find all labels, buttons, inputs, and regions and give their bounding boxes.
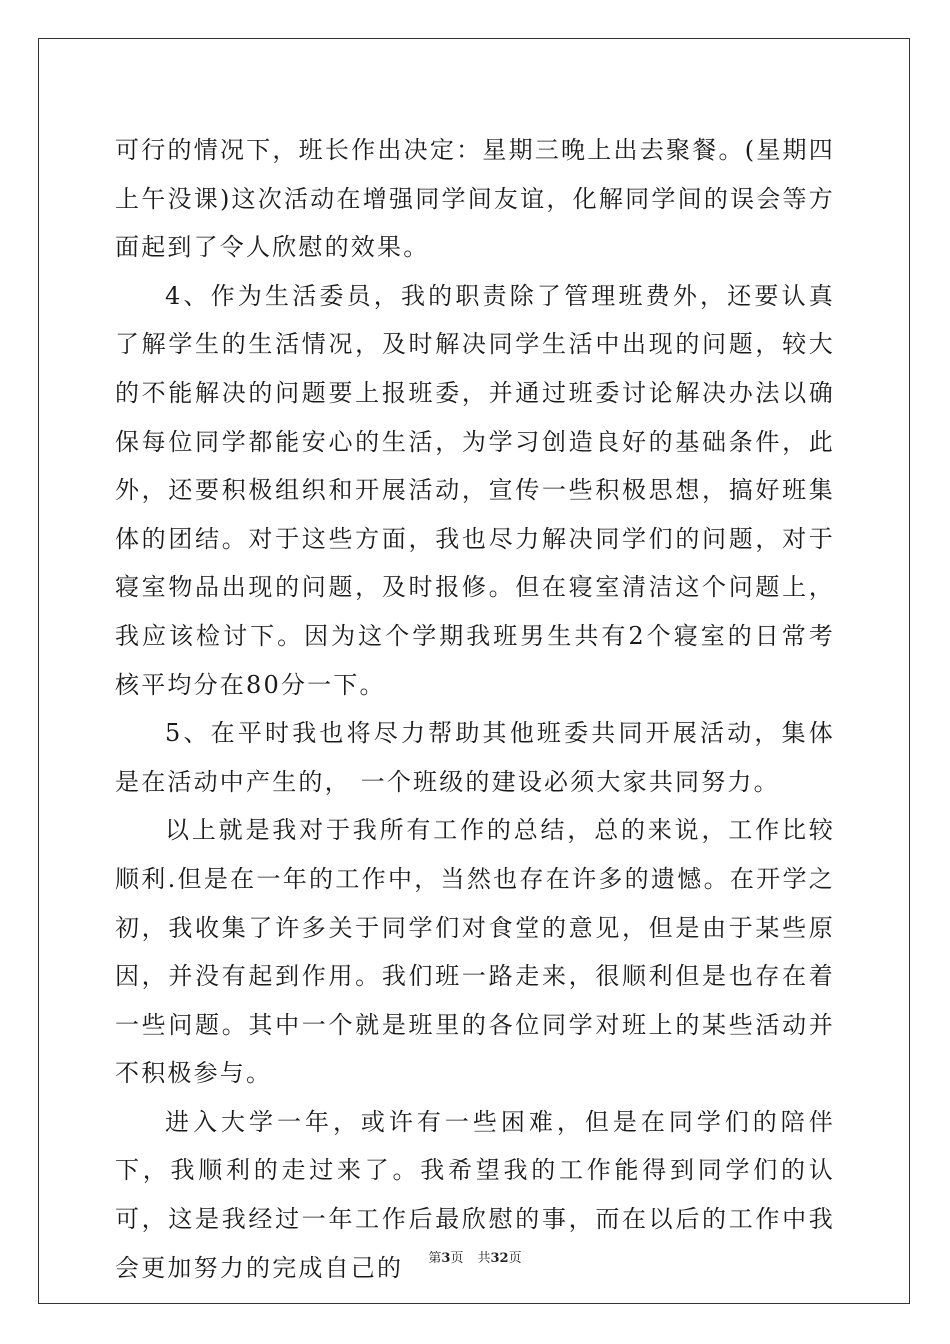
total-suffix: 页	[508, 1251, 522, 1266]
paragraph-4: 以上就是我对于我所有工作的总结，总的来说，工作比较顺利.但是在一年的工作中，当然也存在许多的遗憾。在开学之初，我收集了许多关于同学们对食堂的意见，但是由于某些原因，并没有起到作用。我们班一路走来，很顺利但是也存在着一些问题。其中一个就是班里的各位同学对班上的某些活动并不积极参与。	[115, 816, 835, 1088]
page-footer	[0, 1247, 950, 1266]
page-number: 3	[441, 1251, 451, 1266]
paragraph-5: 进入大学一年，或许有一些困难，但是在同学们的陪伴下，我顺利的走过来了。我希望我的工作能得到同学们的认可，这是我经过一年工作后最欣慰的事，而在以后的工作中我会更加努力的完成自己的	[115, 1107, 835, 1282]
paragraph-3: 5、在平时我也将尽力帮助其他班委共同开展活动，集体是在活动中产生的， 一个班级的建设必须大家共同努力。	[115, 719, 835, 796]
total-pages: 32	[490, 1251, 509, 1266]
page-suffix: 页	[450, 1251, 464, 1266]
total-prefix: 共	[477, 1251, 491, 1266]
page-prefix: 第	[428, 1251, 442, 1266]
paragraph-1: 可行的情况下，班长作出决定：星期三晚上出去聚餐。(星期四上午没课)这次活动在增强同学间友谊，化解同学间的误会等方面起到了令人欣慰的效果。	[115, 136, 835, 262]
paragraph-2: 4、作为生活委员，我的职责除了管理班费外，还要认真了解学生的生活情况，及时解决同学生活中出现的问题，较大的不能解决的问题要上报班委，并通过班委讨论解决办法以确保每位同学都能安心的生活，为学习创造良好的基础条件，此外，还要积极组织和开展活动，宣传一些积极思想，搞好班集体的团结。对于这些方面，我也尽力解决同学们的问题，对于寝室物品出现的问题，及时报修。但在寝室清洁这个问题上，我应该检讨下。因为这个学期我班男生共有2个寝室的日常考核平均分在80分一下。	[115, 281, 835, 699]
document-body	[115, 126, 835, 1292]
